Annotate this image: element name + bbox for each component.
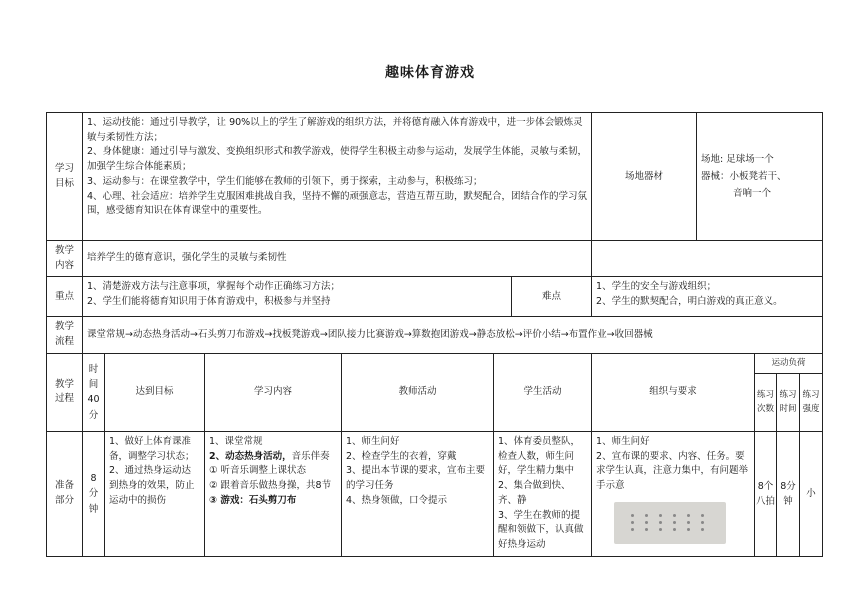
formation-dot — [673, 514, 676, 517]
focus-row — [47, 277, 823, 317]
lesson-plan-table — [46, 112, 823, 557]
goals-label: 学习目标 — [47, 113, 83, 241]
prep-content-rest: 音乐伴奏 — [291, 450, 330, 462]
prep-org — [592, 432, 755, 557]
formation-dot — [631, 521, 634, 524]
prep-content-bold: 2、动态热身活动， — [209, 450, 292, 462]
venue-field: 场地: 足球场一个 — [701, 154, 774, 166]
formation-dot — [687, 528, 690, 531]
formation-dot — [645, 514, 648, 517]
content-header: 学习内容 — [205, 353, 342, 431]
content-text: 培养学生的德育意识，强化学生的灵敏与柔韧性 — [83, 241, 592, 277]
reps-header: 练习次数 — [755, 374, 777, 432]
formation-dot — [631, 528, 634, 531]
goal-item: 4、心理、社会适应：培养学生克服困难挑战自我，坚持不懈的顽强意志，营造互帮互助，默契配合，团结合作的学习氛围，感受德育知识在体育课堂中的重要性。 — [87, 190, 588, 217]
prep-content-item — [209, 450, 337, 465]
venue-speaker: 音响一个 — [733, 187, 772, 199]
formation-dot — [645, 521, 648, 524]
teacher-item: 4、热身领做，口令提示 — [346, 494, 448, 506]
org-header: 组织与要求 — [592, 353, 755, 431]
content-label: 教学内容 — [47, 241, 83, 277]
teacher-item: 1、师生问好 — [346, 436, 400, 448]
prep-content-sub: ① 听音乐调整上课状态 — [209, 465, 307, 477]
prep-reps: 8个八拍 — [755, 432, 777, 557]
teacher-item: 3、提出本节课的要求，宣布主要的学习任务 — [346, 465, 486, 492]
process-label: 教学过程 — [47, 353, 83, 431]
duration-header: 练习时间 — [777, 374, 800, 432]
prep-content-game: ③ 游戏：石头剪刀布 — [209, 494, 297, 506]
goal-header: 达到目标 — [105, 353, 205, 431]
focus-text — [83, 277, 512, 317]
intensity-header: 练习强度 — [800, 374, 823, 432]
prep-teacher — [342, 432, 494, 557]
time-header: 时间40分 — [83, 353, 105, 431]
prep-time: 8分钟 — [83, 432, 105, 557]
formation-dot — [687, 521, 690, 524]
goals-row — [47, 113, 823, 241]
difficulty-label: 难点 — [512, 277, 592, 317]
prep-row — [47, 432, 823, 557]
prep-student — [494, 432, 592, 557]
formation-dot — [631, 514, 634, 517]
formation-dot — [659, 514, 662, 517]
teacher-item: 2、检查学生的衣着，穿戴 — [346, 450, 457, 462]
focus-label: 重点 — [47, 277, 83, 317]
focus-item: 2、学生们能将德育知识用于体育游戏中，积极参与并坚持 — [87, 296, 331, 308]
flow-text: 课堂常规→动态热身活动→石头剪刀布游戏→找板凳游戏→团队接力比赛游戏→算数抱团游戏→静态放松→评价小结→布置作业→收回器械 — [83, 317, 823, 353]
flow-row — [47, 317, 823, 353]
prep-content-sub: ② 跟着音乐做热身操，共8节 — [209, 480, 332, 492]
page-title: 趣味体育游戏 — [385, 65, 475, 81]
load-header: 运动负荷 — [755, 353, 823, 373]
formation-dot — [701, 514, 704, 517]
student-header: 学生活动 — [494, 353, 592, 431]
prep-label: 准备部分 — [47, 432, 83, 557]
prep-intensity: 小 — [800, 432, 823, 557]
prep-content-item: 1、课堂常规 — [209, 436, 263, 448]
prep-goal-item: 1、做好上体育课准备，调整学习状态； — [109, 436, 195, 462]
prep-duration: 8分钟 — [777, 432, 800, 557]
content-row — [47, 241, 823, 277]
formation-dot — [659, 521, 662, 524]
formation-dot — [687, 514, 690, 517]
formation-diagram-image — [614, 502, 726, 544]
formation-dot — [701, 528, 704, 531]
venue-details — [697, 113, 823, 241]
difficulty-item: 2、学生的默契配合，明白游戏的真正意义。 — [596, 296, 783, 308]
goal-item: 1、运动技能：通过引导教学，让 90%以上的学生了解游戏的组织方法，并将德育融入体育游戏中，进一步体会锻炼灵敏与柔韧性方法； — [87, 117, 583, 143]
flow-label: 教学流程 — [47, 317, 83, 353]
student-item: 1、体育委员整队，检查人数，师生问好，学生精力集中 — [498, 436, 581, 477]
org-item: 2、宣布课的要求、内容、任务。要求学生认真，注意力集中，有问题举手示意 — [596, 450, 749, 492]
org-item: 1、师生问好 — [596, 436, 650, 448]
focus-item: 1、清楚游戏方法与注意事项，掌握每个动作正确练习方法； — [87, 281, 341, 293]
goals-text — [83, 113, 592, 241]
prep-content — [205, 432, 342, 557]
goal-item: 3、运动参与：在课堂教学中，学生们能够在教师的引领下，勇于探索，主动参与，积极练习； — [87, 175, 483, 187]
formation-dot — [659, 528, 662, 531]
teacher-header: 教师活动 — [342, 353, 494, 431]
student-item: 3、学生在教师的提醒和领做下，认真做好热身运动 — [498, 509, 584, 551]
prep-goals — [105, 432, 205, 557]
formation-dot — [673, 521, 676, 524]
formation-dot — [645, 528, 648, 531]
formation-dot — [673, 528, 676, 531]
prep-goal-item: 2、通过热身运动达到热身的效果，防止运动中的损伤 — [109, 465, 195, 506]
difficulty-text — [592, 277, 823, 317]
difficulty-item: 1、学生的安全与游戏组织； — [596, 281, 717, 293]
venue-label: 场地器材 — [592, 113, 697, 241]
student-item: 2、集合做到快、齐、静 — [498, 480, 571, 506]
venue-equipment: 器械：小板凳若干、 — [701, 171, 787, 183]
content-empty — [592, 241, 823, 277]
goal-item: 2、身体健康：通过引导与激发、变换组织形式和教学游戏，使得学生积极主动参与运动，发展学生体能，灵敏与柔韧，加强学生综合体能素质； — [87, 146, 588, 173]
formation-dot — [701, 521, 704, 524]
process-header-row — [47, 353, 823, 373]
